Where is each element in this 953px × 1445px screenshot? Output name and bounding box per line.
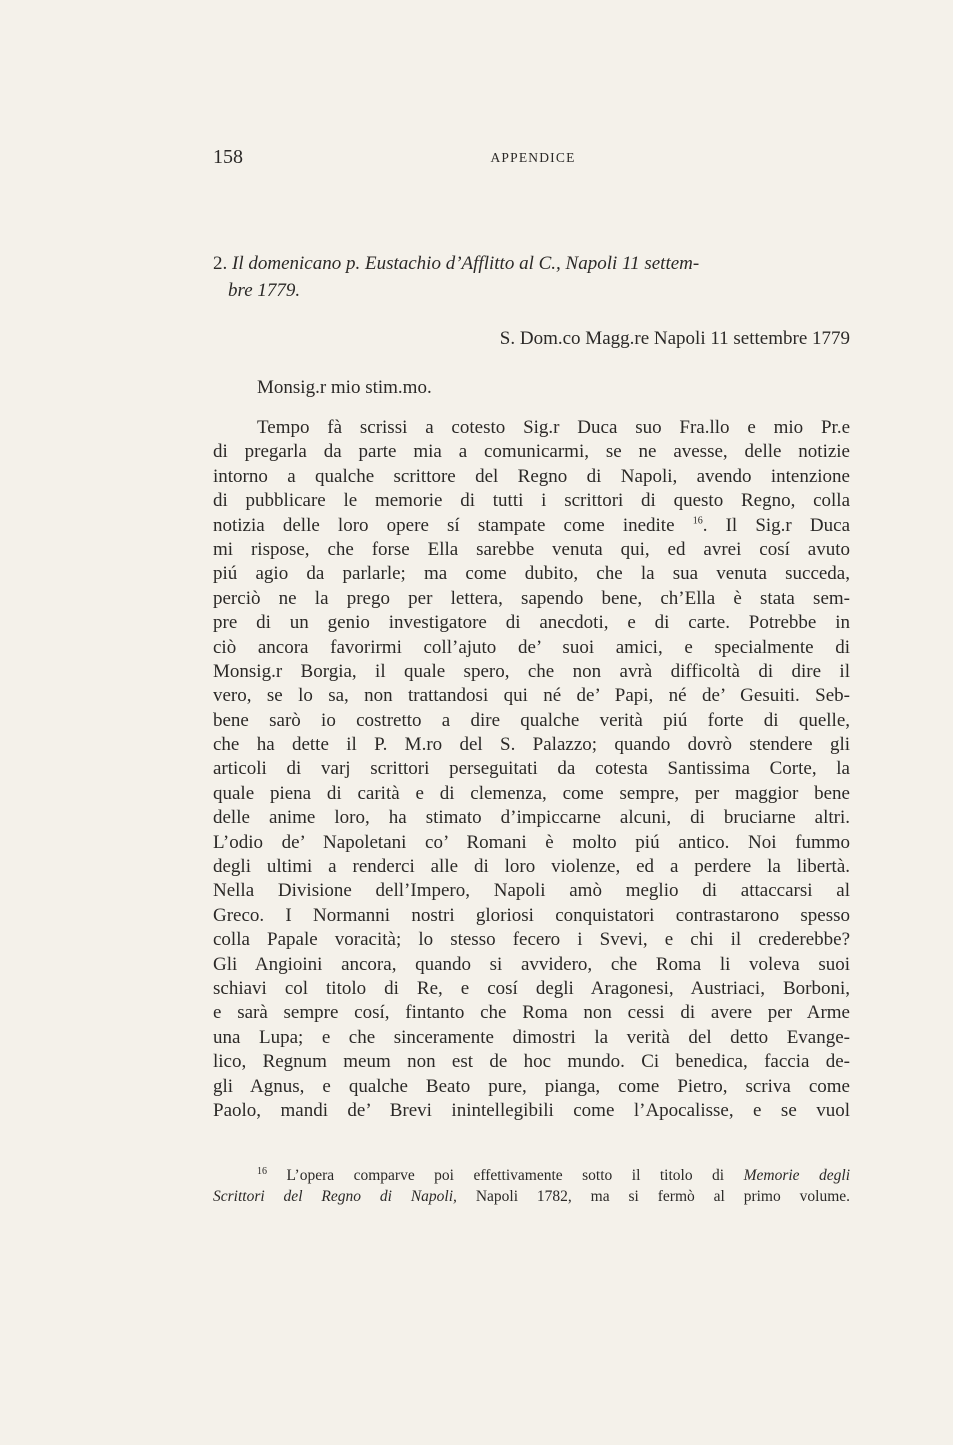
dateline: S. Dom.co Magg.re Napoli 11 settembre 1779 <box>499 328 850 349</box>
body-line <box>213 879 850 903</box>
body-line <box>213 782 850 806</box>
footnote-marker: 16 <box>257 1165 267 1177</box>
letter-heading-line-1 <box>213 250 853 277</box>
letter-heading-line-2 <box>213 277 853 304</box>
body-line <box>213 953 850 977</box>
footnote-text-before: L’opera comparve poi effettivamente sotto il titolo di <box>286 1167 725 1184</box>
page-number: 158 <box>213 146 243 168</box>
footnote-line-2 <box>213 1186 850 1207</box>
body-line-text: lico, Regnum meum non est de hoc mundo. Ci benedica, faccia de- <box>213 1051 850 1073</box>
body-line-text: L’odio de’ Napoletani co’ Romani è molto piú antico. Noi fummo <box>213 831 850 853</box>
body-line <box>213 489 850 513</box>
body-line-text: vero, se lo sa, non trattandosi qui né de’ Papi, né de’ Gesuiti. Seb- <box>213 685 850 707</box>
body-line <box>213 1026 850 1050</box>
body-line-text: Tempo fà scrissi a cotesto Sig.r Duca suo Fra.llo e mio Pr.e <box>257 417 850 438</box>
body-line-text: perciò ne la prego per lettera, sapendo bene, ch’Ella è stata sem- <box>213 587 850 609</box>
body-line <box>213 636 850 660</box>
body-line-text: piú agio da parlarle; ma come dubito, che la sua venuta succeda, <box>213 563 850 585</box>
body-line <box>213 440 850 464</box>
body-line-text: notizia delle loro opere sí stampate come inedite <box>213 514 675 536</box>
footnote-title-2: Scrittori del Regno di Napoli, <box>213 1188 457 1205</box>
body-line-text: Gli Angioini ancora, quando si avvidero, che Roma li voleva suoi <box>213 953 850 975</box>
body-line-text: di pregarla da parte mia a comunicarmi, se ne avesse, delle notizie <box>213 441 850 463</box>
body-line-text: quale piena di carità e di clemenza, come sempre, per maggior bene <box>213 782 850 804</box>
body-line-text: mi rispose, che forse Ella sarebbe venuta qui, ed avrei cosí avuto <box>213 538 850 560</box>
body-line-tail: . Il Sig.r Duca <box>702 514 851 536</box>
letter-number: 2. <box>213 253 228 274</box>
body-line-text: gli Agnus, e qualche Beato pure, pianga, come Pietro, scriva come <box>213 1075 850 1097</box>
body-line-text: schiavi col titolo di Re, e cosí degli Aragonesi, Austriaci, Borboni, <box>213 977 850 999</box>
body-line <box>213 562 850 586</box>
body-line-text: intorno a qualche scrittore del Regno di Napoli, avendo intenzione <box>213 465 850 487</box>
body-line-text: Paolo, mandi de’ Brevi inintellegibili come l’Apocalisse, e se vuol <box>213 1099 850 1121</box>
body-line-text: articoli di varj scrittori perseguitati da cotesta Santissima Corte, la <box>213 758 850 780</box>
body-line <box>213 928 850 952</box>
letter-body <box>213 416 850 1123</box>
footnote-title-1: Memorie degli <box>743 1167 851 1184</box>
salutation: Monsig.r mio stim.mo. <box>257 377 432 398</box>
body-line <box>213 709 850 733</box>
body-line-text: pre di un genio investigatore di anecdoti, e di carte. Potrebbe in <box>213 612 850 634</box>
body-line-text: una Lupa; e che sinceramente dimostri la verità del detto Evange- <box>213 1026 850 1048</box>
body-line-text: delle anime loro, ha stimato d’impiccarne alcuni, di bruciarne altri. <box>213 807 850 829</box>
body-line-text: Greco. I Normanni nostri gloriosi conquistatori contrastarono spesso <box>213 904 850 926</box>
body-line <box>213 1099 850 1123</box>
body-line <box>213 611 850 635</box>
body-line-text: che ha dette il P. M.ro del S. Palazzo; quando dovrò stendere gli <box>213 734 850 756</box>
body-line <box>213 465 850 489</box>
footnote-line-1 <box>213 1165 850 1186</box>
body-line <box>213 514 850 538</box>
footnote-reference: 16 <box>692 515 703 527</box>
body-line <box>213 831 850 855</box>
body-line <box>213 684 850 708</box>
body-line <box>213 806 850 830</box>
body-line-text: di pubblicare le memorie di tutti i scrittori di questo Regno, colla <box>213 490 850 512</box>
body-line <box>213 757 850 781</box>
body-line <box>213 977 850 1001</box>
body-line <box>213 855 850 879</box>
body-line-text: Monsig.r Borgia, il quale spero, che non avrà difficoltà di dire il <box>213 660 850 682</box>
body-line-text: degli ultimi a renderci alle di loro violenze, ed a perdere la libertà. <box>213 856 850 878</box>
running-head <box>213 146 853 170</box>
letter-heading-text-2: bre 1779. <box>228 280 301 301</box>
running-title: APPENDICE <box>490 150 576 165</box>
body-line-text: colla Papale voracità; lo stesso fecero i Svevi, e chi il crederebbe? <box>213 929 850 951</box>
footnote <box>213 1165 850 1207</box>
body-line <box>213 1075 850 1099</box>
body-line <box>213 904 850 928</box>
body-line-text: e sarà sempre cosí, fintanto che Roma non cessi di avere per Arme <box>213 1002 850 1024</box>
body-line-text: bene sarò io costretto a dire qualche verità piú forte di quelle, <box>213 709 850 731</box>
body-line <box>213 416 850 440</box>
body-line <box>213 587 850 611</box>
body-line <box>213 1050 850 1074</box>
footnote-text-after: Napoli 1782, ma si fermò al primo volume. <box>475 1188 851 1205</box>
body-line <box>213 660 850 684</box>
body-line <box>213 538 850 562</box>
body-line <box>213 1001 850 1025</box>
body-line-text: Nella Divisione dell’Impero, Napoli amò meglio di attaccarsi al <box>213 880 850 902</box>
body-line-text: ciò ancora favorirmi coll’ajuto de’ suoi amici, e specialmente di <box>213 636 850 658</box>
letter-heading <box>213 250 853 304</box>
letter-heading-text-1: Il domenicano p. Eustachio d’Afflitto al C., Napoli 11 settem- <box>232 253 700 274</box>
body-line <box>213 733 850 757</box>
